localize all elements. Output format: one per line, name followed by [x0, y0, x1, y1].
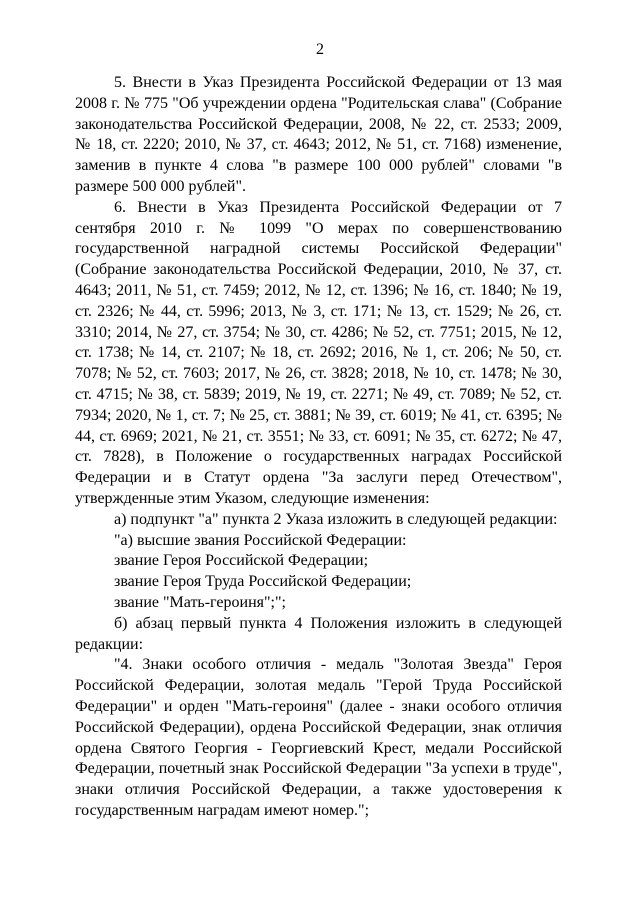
quoted-line-hero-rf: звание Героя Российской Федерации; — [114, 552, 369, 570]
paragraph-item-6: 6. Внести в Указ Президента Российской Федерации от 7 сентября 2010 г. № 1099 "О мерах по совершенствованию государственной наградной системы Российской Федерации" (Собрание законодательства Российской Федерации, 2010, № 37, ст. 4643; 2011, № 51, ст. 7459; 2012, № 12, ст. 1396; № 16, ст. 1840; № 19, ст. 2326; № 44, ст. 5996; 2013, № 3, ст. 171; № 13, ст. 1529; № 26, ст. 3310; 2014, № 27, ст. 3754; № 30, ст. 4286; № 52, ст. 7751; 2015, № 12, ст. 1738; № 14, ст. 2107; № 18, ст. 2692; 2016, № 1, ст. 206; № 50, ст. 7078; № 52, ст. 7603; 2017, № 26, ст. 3828; 2018, № 10, ст. 1478; № 30, ст. 4715; № 38, ст. 5839; 2019, № 19, ст. 2271; № 49, ст. 7089; № 52, ст. 7934; 2020, № 1, ст. 7; № 25, ст. 3881; № 39, ст. 6019; № 41, ст. 6395; № 44, ст. 6969; 2021, № 21, ст. 3551; № 33, ст. 6091; № 35, ст. 6272; № 47, ст. 7828), в Положение о государственных наградах Российской Федерации и в Статут ордена "За заслуги перед Отечеством", утвержденные этим Указом, следующие изменения: — [75, 198, 562, 507]
page-number: 2 — [316, 41, 324, 58]
paragraph-subitem-a: а) подпункт "а" пункта 2 Указа изложить в следующей редакции: — [114, 510, 558, 528]
paragraph-quoted-item-4: "4. Знаки особого отличия - медаль "Золотая Звезда" Героя Российской Федерации, золотая медаль "Герой Труда Российской Федерации" и орден "Мать-героиня" (далее - знаки особого отличия Российской Федерации), ордена Российской Федерации, знак отличия ордена Святого Георгия - Георгиевский Крест, медали Российской Федерации, почетный знак Российской Федерации "За успехи в труде", знаки отличия Российской Федерации, а также удостоверения к государственным наградам имеют номер."; — [75, 656, 562, 819]
paragraph-item-5: 5. Внести в Указ Президента Российской Федерации от 13 мая 2008 г. № 775 "Об учреждении ордена "Родительская слава" (Собрание законодательства Российской Федерации, 2008, № 22, ст. 2533; 2009, № 18, ст. 2220; 2010, № 37, ст. 4643; 2012, № 51, ст. 7168) изменение, заменив в пункте 4 слова "в размере 100 000 рублей" словами "в размере 500 000 рублей". — [75, 74, 562, 195]
quoted-line-mother-heroine: звание "Мать-героиня";"; — [114, 593, 286, 611]
quoted-line-ranks: "а) высшие звания Российской Федерации: — [114, 531, 407, 549]
paragraph-subitem-b: б) абзац первый пункта 4 Положения изложить в следующей редакции: — [75, 614, 562, 653]
quoted-line-hero-labor: звание Героя Труда Российской Федерации; — [114, 573, 412, 591]
document-body — [75, 73, 562, 822]
